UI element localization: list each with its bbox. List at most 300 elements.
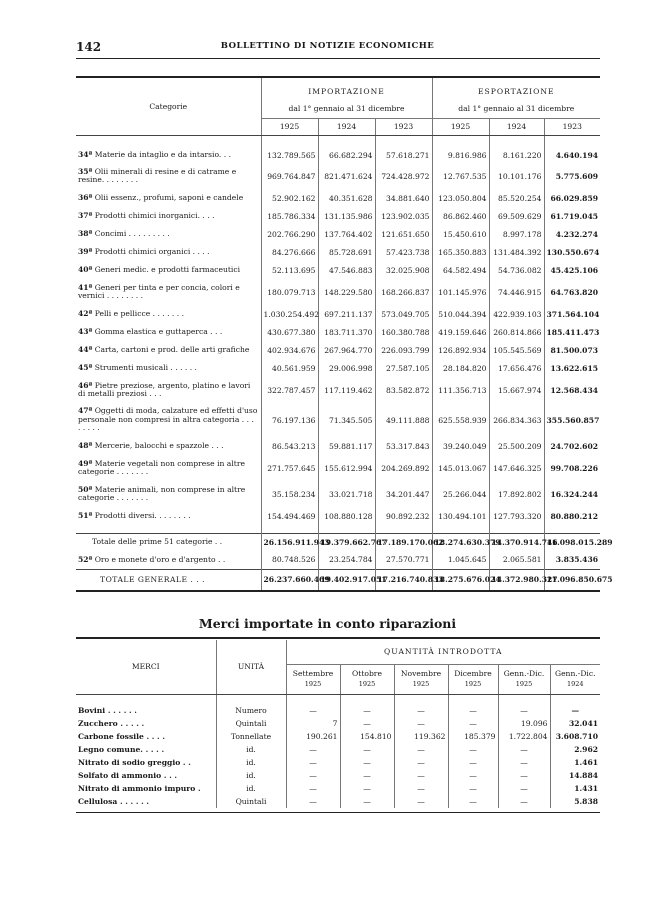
value-cell: 57.423.738 xyxy=(375,243,432,261)
merce-row xyxy=(76,795,600,808)
category-number: 49ª xyxy=(78,458,93,468)
quantity-cell: — xyxy=(498,743,550,756)
value-cell: 123.050.804 xyxy=(432,189,489,207)
value-cell: 66.029.859 xyxy=(550,193,599,203)
period-header xyxy=(550,664,600,694)
value-cell: 27.587.105 xyxy=(375,359,432,377)
quantity-cell: — xyxy=(286,795,340,808)
year-header: 1923 xyxy=(544,118,600,135)
value-cell: 99.708.226 xyxy=(550,463,599,473)
value-cell: 19.379.662.767 xyxy=(318,533,375,551)
riparazioni-table xyxy=(76,640,600,808)
value-cell: 71.345.505 xyxy=(318,403,375,437)
value-cell: 23.254.784 xyxy=(318,551,375,569)
value-cell: 111.356.713 xyxy=(432,377,489,403)
category-number: 46ª xyxy=(78,380,93,390)
category-label xyxy=(76,163,261,189)
value-cell: 165.350.883 xyxy=(432,243,489,261)
category-label xyxy=(76,305,261,323)
category-row xyxy=(76,437,600,455)
value-cell: 17.892.802 xyxy=(489,481,544,507)
value-cell: 969.764.847 xyxy=(261,163,318,189)
quantity-cell: 14.884 xyxy=(568,771,599,780)
quantity-cell: 1.722.804 xyxy=(498,730,550,743)
unit-cell: Numero xyxy=(216,704,286,717)
value-cell: 204.269.892 xyxy=(375,455,432,481)
category-text: Concimi . . . . . . . . . xyxy=(94,228,170,238)
category-text: Prodotti chimici organici . . . . xyxy=(94,246,210,256)
category-number: 41ª xyxy=(78,282,93,292)
quantity-cell: 19.096 xyxy=(498,717,550,730)
quantity-cell: — xyxy=(340,704,394,717)
value-cell: 821.471.624 xyxy=(318,163,375,189)
period-year: 1925 xyxy=(412,680,430,688)
quantity-cell: — xyxy=(498,704,550,717)
period-header xyxy=(498,664,550,694)
period-year: 1925 xyxy=(464,680,482,688)
merce-label: Bovini . . . . . . xyxy=(76,704,216,717)
year-header: 1924 xyxy=(489,118,544,135)
table2-top-rule xyxy=(76,637,600,639)
category-number: 37ª xyxy=(78,210,93,220)
value-cell: 430.677.380 xyxy=(261,323,318,341)
value-cell: 132.789.565 xyxy=(261,147,318,163)
value-cell: 130.550.674 xyxy=(546,247,600,257)
merce-label: Carbone fossile . . . . xyxy=(76,730,216,743)
value-cell: 202.766.290 xyxy=(261,225,318,243)
category-number: 36ª xyxy=(78,192,93,202)
value-cell: 28.184.820 xyxy=(432,359,489,377)
merce-row xyxy=(76,743,600,756)
category-number: 51ª xyxy=(78,510,93,520)
quantity-cell: — xyxy=(394,769,448,782)
value-cell: 49.111.888 xyxy=(375,403,432,437)
merce-row xyxy=(76,730,600,743)
value-cell: 1.030.254.492 xyxy=(261,305,318,323)
quantity-cell: 2.962 xyxy=(574,745,599,754)
value-cell: 33.021.718 xyxy=(318,481,375,507)
value-cell: 64.763.820 xyxy=(550,287,599,297)
value-cell: 573.049.705 xyxy=(375,305,432,323)
value-cell: 80.748.526 xyxy=(261,551,318,569)
category-number: 34ª xyxy=(78,149,93,159)
merce-label: Legno comune. . . . . xyxy=(76,743,216,756)
category-row xyxy=(76,341,600,359)
quantity-cell: — xyxy=(571,706,580,715)
value-cell: 39.240.049 xyxy=(432,437,489,455)
value-cell: 724.428.972 xyxy=(375,163,432,189)
unit-cell: Quintali xyxy=(216,717,286,730)
category-number: 35ª xyxy=(78,166,93,176)
value-cell: 25.500.209 xyxy=(489,437,544,455)
value-cell: 26.156.911.943 xyxy=(261,533,318,551)
merce-row xyxy=(76,782,600,795)
value-cell: 85.728.691 xyxy=(318,243,375,261)
year-header: 1925 xyxy=(432,118,489,135)
category-row xyxy=(76,403,600,437)
value-cell: 185.786.334 xyxy=(261,207,318,225)
value-cell: 52.113.695 xyxy=(261,261,318,279)
header-rule xyxy=(76,58,600,59)
quantity-cell: 185.379 xyxy=(448,730,498,743)
import-period: dal 1° gennaio al 31 dicembre xyxy=(261,100,432,118)
unit-cell: Tonnellate xyxy=(216,730,286,743)
value-cell: 108.880.128 xyxy=(318,507,375,525)
value-cell: 26.237.660.469 xyxy=(261,569,318,591)
value-cell: 59.881.117 xyxy=(318,437,375,455)
period-year: 1924 xyxy=(566,680,584,688)
value-cell: 27.570.771 xyxy=(375,551,432,569)
value-cell: 127.793.320 xyxy=(489,507,544,525)
value-cell: 121.651.650 xyxy=(375,225,432,243)
quantity-cell: — xyxy=(448,717,498,730)
quantity-cell: 3.608.710 xyxy=(555,732,599,741)
value-cell: 154.494.469 xyxy=(261,507,318,525)
value-cell: 17.656.476 xyxy=(489,359,544,377)
category-text: Olii essenz., profumi, saponi e candele xyxy=(94,192,244,202)
category-text: Oggetti di moda, calzature ed effetti d'uso personale non compresi in altra categoria . . . . . . . . xyxy=(78,406,258,433)
period-month: Dicembre xyxy=(454,669,492,678)
quantity-cell: — xyxy=(448,782,498,795)
value-cell: 8.997.178 xyxy=(489,225,544,243)
value-cell: 371.564.104 xyxy=(546,309,600,319)
category-row xyxy=(76,243,600,261)
category-text: Gomma elastica e guttaperca . . . xyxy=(94,326,223,336)
category-label xyxy=(76,147,261,163)
period-header xyxy=(448,664,498,694)
period-month: Genn.-Dic. xyxy=(503,669,545,678)
quantity-cell: — xyxy=(394,756,448,769)
year-header: 1925 xyxy=(261,118,318,135)
period-month: Settembre xyxy=(292,669,334,678)
quantity-cell: — xyxy=(498,782,550,795)
value-cell: 47.546.883 xyxy=(318,261,375,279)
category-label xyxy=(76,481,261,507)
category-number: 40ª xyxy=(78,264,93,274)
quantity-cell: — xyxy=(498,769,550,782)
value-cell: 45.425.106 xyxy=(550,265,599,275)
category-text: Strumenti musicali . . . . . . xyxy=(94,362,197,372)
value-cell: 123.902.035 xyxy=(375,207,432,225)
category-number: 48ª xyxy=(78,440,93,450)
quantity-cell: 32.041 xyxy=(568,719,599,728)
merce-row xyxy=(76,756,600,769)
quantity-cell: 5.838 xyxy=(574,797,599,806)
value-cell: 147.646.325 xyxy=(489,455,544,481)
value-cell: 226.093.799 xyxy=(375,341,432,359)
quantity-cell: 190.261 xyxy=(286,730,340,743)
quantity-cell: — xyxy=(286,782,340,795)
period-month: Genn.-Dic. xyxy=(555,669,596,678)
value-cell: 168.266.837 xyxy=(375,279,432,305)
period-year: 1925 xyxy=(515,680,533,688)
category-row xyxy=(76,323,600,341)
category-row xyxy=(76,551,600,569)
value-cell: 180.079.713 xyxy=(261,279,318,305)
value-cell: 13.622.615 xyxy=(550,363,599,373)
value-cell: 148.229.580 xyxy=(318,279,375,305)
value-cell: 12.767.535 xyxy=(432,163,489,189)
merce-row xyxy=(76,717,600,730)
value-cell: 40.561.959 xyxy=(261,359,318,377)
total-row xyxy=(76,533,600,551)
merce-label: Nitrato di ammonio impuro . xyxy=(76,782,216,795)
category-row xyxy=(76,147,600,163)
value-cell: 2.065.581 xyxy=(489,551,544,569)
category-text: Materie da intaglio e da intarsio. . . xyxy=(94,149,231,159)
category-number: 52ª xyxy=(78,554,93,564)
category-text: TOTALE GENERALE . . . xyxy=(100,574,205,584)
quantity-cell: — xyxy=(448,769,498,782)
value-cell: 66.682.294 xyxy=(318,147,375,163)
category-label xyxy=(76,243,261,261)
merce-label: Solfato di ammonio . . . xyxy=(76,769,216,782)
quantity-cell: — xyxy=(448,795,498,808)
merce-label: Cellulosa . . . . . . xyxy=(76,795,216,808)
category-label xyxy=(76,377,261,403)
category-number: 38ª xyxy=(78,228,93,238)
value-cell: 126.892.934 xyxy=(432,341,489,359)
unit-cell: id. xyxy=(216,756,286,769)
value-cell: 625.558.939 xyxy=(432,403,489,437)
category-text: Carta, cartoni e prod. delle arti grafiche xyxy=(94,344,250,354)
value-cell: 84.276.666 xyxy=(261,243,318,261)
value-cell: 15.667.974 xyxy=(489,377,544,403)
value-cell: 8.161.220 xyxy=(489,147,544,163)
value-cell: 101.145.976 xyxy=(432,279,489,305)
value-cell: 53.317.843 xyxy=(375,437,432,455)
value-cell: 402.934.676 xyxy=(261,341,318,359)
quantity-cell: — xyxy=(340,782,394,795)
category-text: Pietre preziose, argento, platino e lavori di metalli preziosi . . . xyxy=(78,380,251,398)
value-cell: 160.380.788 xyxy=(375,323,432,341)
value-cell: 61.719.045 xyxy=(550,211,599,221)
quantity-cell: — xyxy=(340,743,394,756)
value-cell: 4.232.274 xyxy=(555,229,599,239)
unit-cell: Quintali xyxy=(216,795,286,808)
category-text: Olii minerali di resine e di catrame e resine. . . . . . . . xyxy=(78,166,237,184)
category-number: 50ª xyxy=(78,484,93,494)
value-cell: 322.787.457 xyxy=(261,377,318,403)
category-label xyxy=(76,207,261,225)
value-cell: 17.189.170.062 xyxy=(375,533,432,551)
value-cell: 32.025.908 xyxy=(375,261,432,279)
period-header xyxy=(340,664,394,694)
value-cell: 117.119.462 xyxy=(318,377,375,403)
value-cell: 34.881.640 xyxy=(375,189,432,207)
category-row xyxy=(76,481,600,507)
quantity-cell: 1.461 xyxy=(574,758,599,767)
value-cell: 80.880.212 xyxy=(550,511,599,521)
value-cell: 155.612.994 xyxy=(318,455,375,481)
category-number: 39ª xyxy=(78,246,93,256)
quantity-cell: — xyxy=(448,743,498,756)
value-cell: 64.582.494 xyxy=(432,261,489,279)
unita-header: UNITÀ xyxy=(216,640,286,694)
value-cell: 10.101.176 xyxy=(489,163,544,189)
value-cell: 422.939.103 xyxy=(489,305,544,323)
quantity-cell: — xyxy=(448,756,498,769)
value-cell: 183.711.370 xyxy=(318,323,375,341)
quantity-cell: — xyxy=(394,795,448,808)
value-cell: 697.211.137 xyxy=(318,305,375,323)
category-text: Mercerie, balocchi e spazzole . . . xyxy=(94,440,224,450)
merci-header: MERCI xyxy=(76,640,216,694)
category-text: Pelli e pellicce . . . . . . . xyxy=(94,308,184,318)
value-cell: 1.045.645 xyxy=(432,551,489,569)
category-number: 45ª xyxy=(78,362,93,372)
value-cell: 74.446.915 xyxy=(489,279,544,305)
value-cell: 130.494.101 xyxy=(432,507,489,525)
category-label xyxy=(76,455,261,481)
value-cell: 34.201.447 xyxy=(375,481,432,507)
category-label xyxy=(76,359,261,377)
category-row xyxy=(76,455,600,481)
period-month: Ottobre xyxy=(352,669,382,678)
category-number: 47ª xyxy=(78,406,93,416)
value-cell: 57.618.271 xyxy=(375,147,432,163)
category-number: 43ª xyxy=(78,326,93,336)
merce-label: Zucchero . . . . . xyxy=(76,717,216,730)
value-cell: 25.266.044 xyxy=(432,481,489,507)
category-row xyxy=(76,163,600,189)
esportazione-header: ESPORTAZIONE xyxy=(478,86,555,96)
category-number: 44ª xyxy=(78,344,93,354)
category-label xyxy=(76,261,261,279)
quantity-cell: — xyxy=(286,769,340,782)
quantity-cell: 119.362 xyxy=(394,730,448,743)
importazione-header: IMPORTAZIONE xyxy=(261,78,432,100)
export-period: dal 1° gennaio al 31 dicembre xyxy=(432,100,600,118)
value-cell: 4.640.194 xyxy=(555,150,599,160)
merce-label: Nitrato di sodio greggio . . xyxy=(76,756,216,769)
quantity-cell: — xyxy=(394,717,448,730)
value-cell: 52.902.162 xyxy=(261,189,318,207)
value-cell: 14.372.980.327 xyxy=(489,569,544,591)
quantity-cell: — xyxy=(286,756,340,769)
value-cell: 18.275.676.024 xyxy=(432,569,489,591)
category-row xyxy=(76,261,600,279)
value-cell: 35.158.234 xyxy=(261,481,318,507)
quantity-cell: — xyxy=(340,756,394,769)
value-cell: 86.543.213 xyxy=(261,437,318,455)
value-cell: 29.006.998 xyxy=(318,359,375,377)
value-cell: 185.411.473 xyxy=(546,327,600,337)
year-header: 1924 xyxy=(318,118,375,135)
value-cell: 19.402.917.051 xyxy=(318,569,375,591)
value-cell: 510.044.394 xyxy=(432,305,489,323)
value-cell: 81.500.073 xyxy=(550,345,599,355)
section-title: Merci importate in conto riparazioni xyxy=(198,616,457,631)
category-row xyxy=(76,359,600,377)
quantita-header: QUANTITÀ INTRODOTTA xyxy=(286,640,600,664)
quantity-cell: — xyxy=(394,704,448,717)
category-label xyxy=(76,225,261,243)
quantity-cell: — xyxy=(340,717,394,730)
value-cell: 9.816.986 xyxy=(432,147,489,163)
category-text: Materie animali, non comprese in altre categorie . . . . . . . xyxy=(78,484,246,502)
period-header xyxy=(286,664,340,694)
category-text: Totale delle prime 51 categorie . . xyxy=(92,537,223,546)
grand-total-row xyxy=(76,569,600,591)
value-cell: 5.775.609 xyxy=(555,171,599,181)
category-row xyxy=(76,207,600,225)
value-cell: 260.814.866 xyxy=(489,323,544,341)
categorie-header: Categorie xyxy=(76,78,261,135)
quantity-cell: — xyxy=(394,743,448,756)
value-cell: 90.892.232 xyxy=(375,507,432,525)
unit-cell: id. xyxy=(216,743,286,756)
table2-bottom-rule xyxy=(76,812,600,813)
merce-row xyxy=(76,769,600,782)
value-cell: 266.834.363 xyxy=(489,403,544,437)
quantity-cell: — xyxy=(394,782,448,795)
category-text: Oro e monete d'oro e d'argento . . xyxy=(94,554,226,564)
value-cell: 11.098.015.289 xyxy=(544,533,600,551)
value-cell: 11.096.850.675 xyxy=(544,569,600,591)
value-cell: 355.560.857 xyxy=(546,415,600,425)
category-row xyxy=(76,507,600,525)
quantity-cell: — xyxy=(340,795,394,808)
value-cell: 15.450.610 xyxy=(432,225,489,243)
value-cell: 267.964.770 xyxy=(318,341,375,359)
value-cell: 40.351.628 xyxy=(318,189,375,207)
category-label xyxy=(76,533,261,551)
category-label xyxy=(76,279,261,305)
category-text: Prodotti diversi. . . . . . . . xyxy=(94,510,191,520)
category-text: Generi per tinta e per concia, colori e vernici . . . . . . . . xyxy=(78,282,240,300)
year-header: 1923 xyxy=(375,118,432,135)
category-row xyxy=(76,377,600,403)
value-cell: 137.764.402 xyxy=(318,225,375,243)
category-row xyxy=(76,305,600,323)
category-label xyxy=(76,341,261,359)
category-number: 42ª xyxy=(78,308,93,318)
category-row xyxy=(76,225,600,243)
page-number: 142 xyxy=(76,40,102,54)
value-cell: 76.197.136 xyxy=(261,403,318,437)
quantity-cell: — xyxy=(498,795,550,808)
category-label xyxy=(76,569,261,591)
quantity-cell: — xyxy=(340,769,394,782)
category-label xyxy=(76,551,261,569)
unit-cell: id. xyxy=(216,782,286,795)
value-cell: 271.757.645 xyxy=(261,455,318,481)
category-label xyxy=(76,403,261,437)
value-cell: 16.324.244 xyxy=(550,489,599,499)
category-row xyxy=(76,279,600,305)
value-cell: 3.835.436 xyxy=(555,555,599,565)
value-cell: 105.545.569 xyxy=(489,341,544,359)
value-cell: 85.520.254 xyxy=(489,189,544,207)
value-cell: 14.370.914.746 xyxy=(489,533,544,551)
value-cell: 18.274.630.379 xyxy=(432,533,489,551)
value-cell: 419.159.646 xyxy=(432,323,489,341)
value-cell: 54.736.082 xyxy=(489,261,544,279)
quantity-cell: — xyxy=(498,756,550,769)
quantity-cell: 154.810 xyxy=(340,730,394,743)
quantity-cell: — xyxy=(286,743,340,756)
category-label xyxy=(76,507,261,525)
category-label xyxy=(76,437,261,455)
value-cell: 86.862.460 xyxy=(432,207,489,225)
value-cell: 17.216.740.833 xyxy=(375,569,432,591)
category-text: Generi medic. e prodotti farmaceutici xyxy=(94,264,241,274)
period-header xyxy=(394,664,448,694)
value-cell: 145.013.067 xyxy=(432,455,489,481)
period-year: 1925 xyxy=(304,680,322,688)
period-month: Novembre xyxy=(400,669,442,678)
